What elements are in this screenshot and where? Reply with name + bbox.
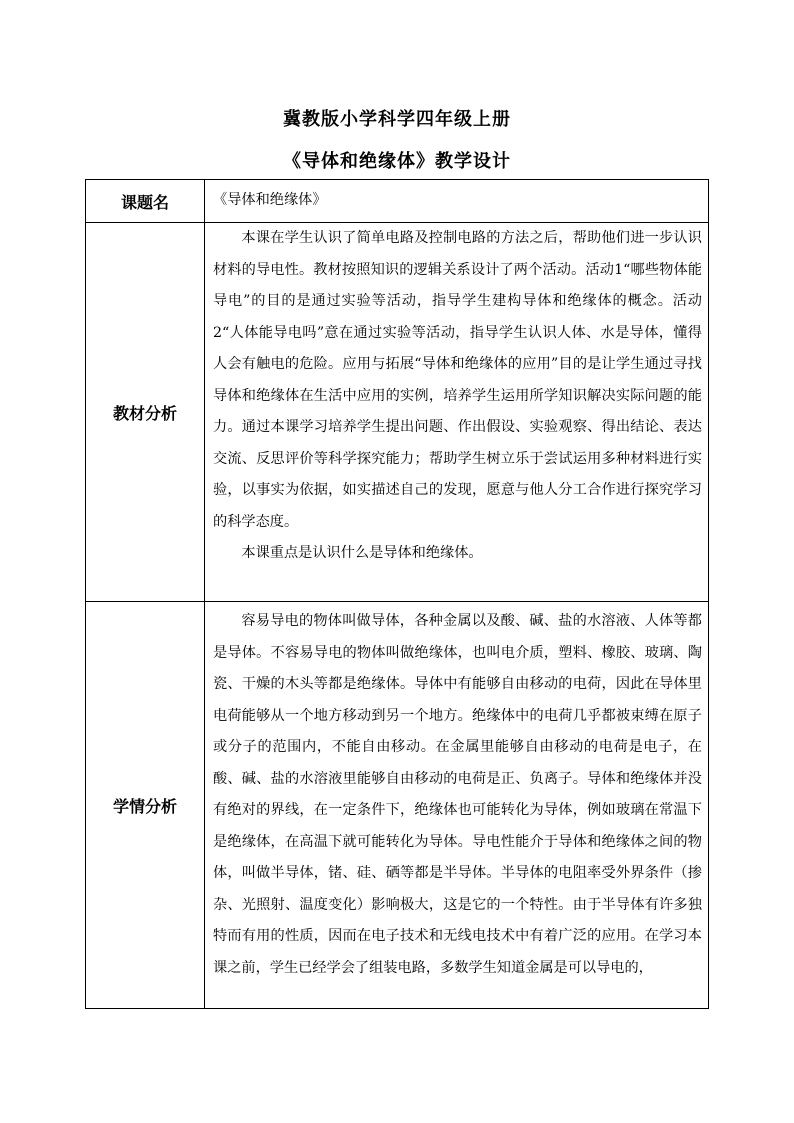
table-row-topic <box>86 180 709 223</box>
student-analysis-content <box>205 602 709 1009</box>
materials-paragraph: 本课在学生认识了简单电路及控制电路的方法之后，帮助他们进一步认识材料的导电性。教材按照知识的逻辑关系设计了两个活动。活动1“哪些物体能导电”的目的是通过实验等活动，指导学生建构导体和绝缘体的概念。活动2“人体能导电吗”意在通过实验等活动，指导学生认识人体、水是导体，懂得人会有触电的危险。应用与拓展“导体和绝缘体的应用”目的是让学生通过寻找导体和绝缘体在生活中应用的实例，培养学生运用所学知识解决实际问题的能力。通过本课学习培养学生提出问题、作出假设、实验观察、得出结论、表达交流、反思评价等科学探究能力；帮助学生树立乐于尝试运用多种材料进行实验，以事实为依据，如实描述自己的发现，愿意与他人分工合作进行探究学习的科学态度。 <box>213 230 702 530</box>
table-row-materials-analysis <box>86 223 709 602</box>
materials-paragraph: 本课重点是认识什么是导体和绝缘体。 <box>241 545 483 561</box>
document-subtitle: 《导体和绝缘体》教学设计 <box>283 151 511 172</box>
materials-analysis-content <box>205 223 709 602</box>
table-row-student-analysis <box>86 602 709 1009</box>
student-paragraph: 容易导电的物体叫做导体，各种金属以及酸、碱、盐的水溶液、人体等都是导体。不容易导电的物体叫做绝缘体，也叫电介质，塑料、橡胶、玻璃、陶瓷、干燥的木头等都是绝缘体。导体中有能够自由移动的电荷，因此在导体里电荷能够从一个地方移动到另一个地方。绝缘体中的电荷几乎都被束缚在原子或分子的范围内，不能自由移动。在金属里能够自由移动的电荷是电子，在酸、碱、盐的水溶液里能够自由移动的电荷是正、负离子。导体和绝缘体并没有绝对的界线，在一定条件下，绝缘体也可能转化为导体，例如玻璃在常温下是绝缘体，在高温下就可能转化为导体。导电性能介于导体和绝缘体之间的物体，叫做半导体，锗、硅、硒等都是半导体。半导体的电阻率受外界条件（掺杂、光照射、温度变化）影响极大，这是它的一个特性。由于半导体有许多独特而有用的性质，因而在电子技术和无线电技术中有着广泛的应用。在学习本课之前，学生已经学会了组装电路，多数学生知道金属是可以导电的， <box>213 613 702 976</box>
topic-value: 《导体和绝缘体》 <box>205 180 709 223</box>
topic-label: 课题名 <box>86 180 205 223</box>
materials-analysis-label: 教材分析 <box>86 223 205 602</box>
lesson-plan-table <box>85 179 709 1009</box>
student-analysis-label: 学情分析 <box>86 602 205 1009</box>
document-title: 冀教版小学科学四年级上册 <box>283 109 511 130</box>
